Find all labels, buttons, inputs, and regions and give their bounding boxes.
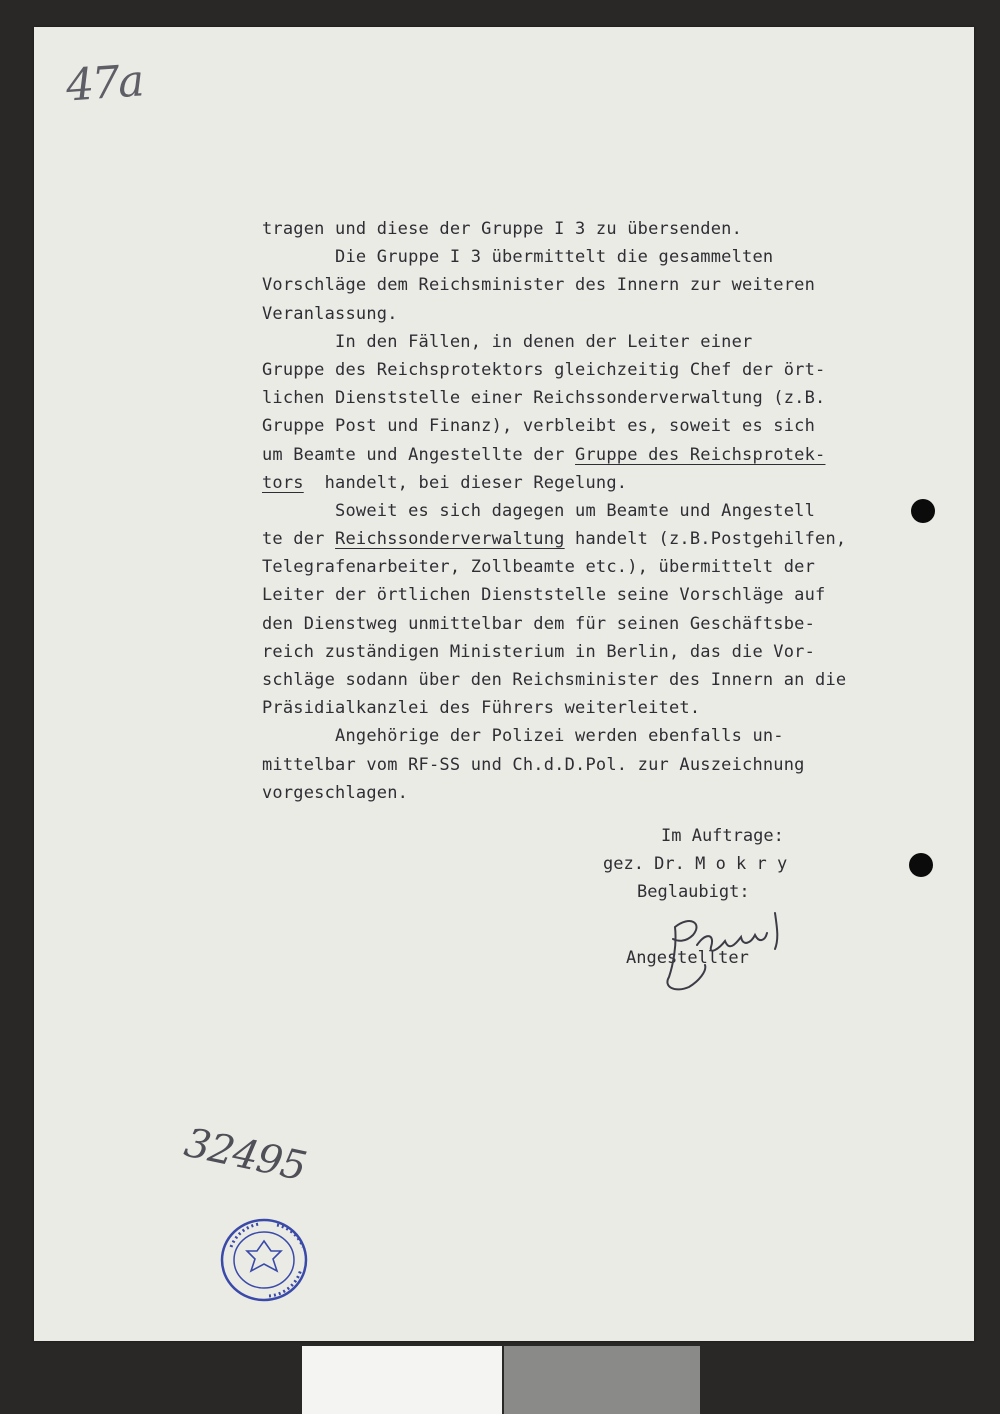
underlined-text: Gruppe des Reichsprotek- xyxy=(575,444,826,465)
body-line xyxy=(262,441,846,469)
body-text-segment: reich zuständigen Ministerium in Berlin, das die Vor- xyxy=(262,641,816,662)
body-text-segment: lichen Dienststelle einer Reichssonderverwaltung (z.B. xyxy=(262,388,826,409)
body-text-segment: um Beamte und Angestellte der xyxy=(262,444,576,465)
body-line xyxy=(262,722,846,750)
archive-stamp xyxy=(219,1217,309,1303)
body-line xyxy=(262,497,846,525)
body-text-segment: tragen und diese der Gruppe I 3 zu übersenden. xyxy=(262,219,743,239)
body-line xyxy=(262,694,846,722)
body-text-segment: Angehörige der Polizei werden ebenfalls un- xyxy=(262,726,784,747)
body-text-segment: vorgeschlagen. xyxy=(262,782,409,803)
body-text-segment: den Dienstweg unmittelbar dem für seinen Geschäftsbe- xyxy=(262,613,816,634)
body-text-segment: te der xyxy=(262,529,336,550)
punch-hole-top xyxy=(911,499,935,523)
body-line xyxy=(262,779,846,807)
body-line xyxy=(262,384,846,412)
im-auftrage-line: Im Auftrage: xyxy=(661,826,784,846)
body-line xyxy=(262,469,846,497)
folio-number: 47a xyxy=(64,55,144,112)
body-text-segment: Telegrafenarbeiter, Zollbeamte etc.), übermittelt der xyxy=(262,557,816,578)
body-line xyxy=(262,638,846,666)
angestellter-line: Angestellter xyxy=(626,948,749,968)
body-text-segment: Soweit es sich dagegen um Beamte und Angestell xyxy=(262,500,816,521)
body-line xyxy=(262,581,846,609)
underlined-text: tors xyxy=(262,472,304,493)
body-line xyxy=(262,666,846,694)
body-text-segment: In den Fällen, in denen der Leiter einer xyxy=(262,331,753,352)
body-line xyxy=(262,243,846,271)
body-line xyxy=(262,412,846,440)
letter-body xyxy=(262,215,846,807)
body-line xyxy=(262,215,846,243)
body-line xyxy=(262,300,846,328)
body-line xyxy=(262,356,846,384)
body-line xyxy=(262,271,846,299)
body-line xyxy=(262,610,846,638)
signatory-line: gez. Dr. M o k r y xyxy=(603,854,788,874)
body-text-segment: Leiter der örtlichen Dienststelle seine Vorschläge auf xyxy=(262,585,826,606)
body-text-segment: handelt, bei dieser Regelung. xyxy=(303,472,628,493)
body-text-segment: handelt (z.B.Postgehilfen, xyxy=(564,529,847,550)
body-text-segment: Gruppe Post und Finanz), verbleibt es, soweit es sich xyxy=(262,416,816,437)
scan-calibration-gray xyxy=(504,1346,700,1414)
handwritten-signature xyxy=(655,905,790,995)
underlined-text: Reichssonderverwaltung xyxy=(335,529,565,550)
body-line xyxy=(262,328,846,356)
archive-number: 32495 xyxy=(180,1119,310,1191)
punch-hole-bottom xyxy=(909,853,933,877)
body-text-segment: Präsidialkanzlei des Führers weiterleitet. xyxy=(262,698,701,719)
body-text-segment: schläge sodann über den Reichsminister des Innern an die xyxy=(262,670,847,690)
body-text-segment: mittelbar vom RF-SS und Ch.d.D.Pol. zur Auszeichnung xyxy=(262,754,805,775)
body-line xyxy=(262,525,846,553)
body-text-segment: Gruppe des Reichsprotektors gleichzeitig Chef der ört- xyxy=(262,359,826,380)
beglaubigt-line: Beglaubigt: xyxy=(637,882,750,902)
body-line xyxy=(262,553,846,581)
body-line xyxy=(262,751,846,779)
scan-calibration-white xyxy=(302,1346,502,1414)
body-text-segment: Veranlassung. xyxy=(262,303,398,324)
body-text-segment: Die Gruppe I 3 übermittelt die gesammelten xyxy=(262,247,774,268)
body-text-segment: Vorschläge dem Reichsminister des Innern zur weiteren xyxy=(262,275,816,296)
